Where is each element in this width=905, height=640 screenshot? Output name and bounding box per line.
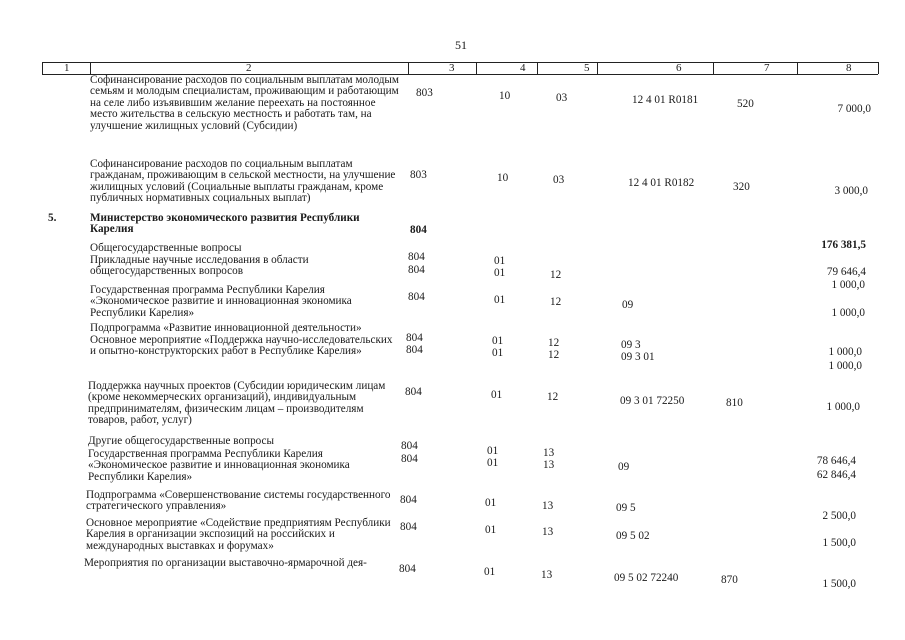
col-divider bbox=[597, 62, 598, 74]
col-divider bbox=[878, 62, 879, 74]
row-subsection: 12 bbox=[550, 269, 562, 281]
header-col-4: 4 bbox=[520, 62, 526, 74]
row-target-article: 09 3 bbox=[621, 339, 641, 351]
row-admin-code: 803 bbox=[410, 169, 427, 181]
row-description: Основное мероприятие «Поддержка научно-исследовательских и опытно-конструкторских работ в Республике Карелия» bbox=[90, 334, 393, 358]
row-target-article: 09 5 02 72240 bbox=[614, 572, 679, 584]
row-section: 01 bbox=[492, 347, 504, 359]
row-admin-code: 804 bbox=[400, 521, 417, 533]
row-section: 01 bbox=[484, 566, 496, 578]
row-description: Прикладные научные исследования в области общегосударственных вопросов bbox=[90, 254, 309, 278]
row-subsection: 12 bbox=[550, 296, 562, 308]
row-amount: 1 500,0 bbox=[822, 537, 856, 549]
row-section: 01 bbox=[494, 294, 506, 306]
col-divider bbox=[90, 62, 91, 74]
row-amount: 2 500,0 bbox=[822, 510, 856, 522]
row-amount: 79 646,4 bbox=[826, 266, 866, 278]
col-divider bbox=[797, 62, 798, 74]
header-col-5: 5 bbox=[584, 62, 590, 74]
row-expense-type: 810 bbox=[726, 397, 743, 409]
page-number: 51 bbox=[455, 38, 467, 52]
row-section: 01 bbox=[491, 389, 503, 401]
row-amount: 1 000,0 bbox=[828, 360, 862, 372]
row-section: 01 bbox=[487, 445, 499, 457]
row-admin-code: 804 bbox=[399, 563, 416, 575]
row-description: Поддержка научных проектов (Субсидии юридическим лицам (кроме некоммерческих организаций), индивидуальным предпринимателям, физическим лицам – производителям товаров, работ, услуг) bbox=[88, 380, 386, 427]
row-description: Министерство экономического развития Республики Карелия bbox=[90, 212, 360, 236]
row-description: Софинансирование расходов по социальным выплатам гражданам, проживающим в сельской местности, на улучшение жилищных условий (Социальные выплаты гражданам, кроме публичных нормативных социальных выплат) bbox=[90, 158, 396, 205]
row-target-article: 09 3 01 72250 bbox=[620, 395, 685, 407]
row-subsection: 13 bbox=[542, 500, 554, 512]
row-target-article: 09 bbox=[622, 299, 634, 311]
row-section: 01 bbox=[485, 524, 497, 536]
row-expense-type: 520 bbox=[737, 98, 754, 110]
row-target-article: 09 5 bbox=[616, 502, 636, 514]
row-admin-code: 804 bbox=[405, 386, 422, 398]
row-target-article: 09 5 02 bbox=[616, 530, 650, 542]
row-section: 01 bbox=[485, 497, 497, 509]
row-target-article: 09 bbox=[618, 461, 630, 473]
header-top-border bbox=[42, 62, 878, 63]
row-subsection: 13 bbox=[541, 569, 553, 581]
row-admin-code: 804 bbox=[401, 440, 418, 452]
row-number: 5. bbox=[48, 212, 57, 224]
row-amount: 1 000,0 bbox=[831, 307, 865, 319]
row-section: 10 bbox=[499, 90, 511, 102]
row-amount: 7 000,0 bbox=[837, 103, 871, 115]
row-subsection: 12 bbox=[548, 337, 560, 349]
row-admin-code: 804 bbox=[400, 494, 417, 506]
row-subsection: 13 bbox=[543, 459, 555, 471]
row-subsection: 03 bbox=[556, 92, 568, 104]
row-amount: 176 381,5 bbox=[821, 239, 866, 251]
row-description: Другие общегосударственные вопросы bbox=[88, 435, 275, 447]
row-description: Общегосударственные вопросы bbox=[90, 242, 242, 254]
row-amount: 78 646,4 bbox=[816, 455, 856, 467]
row-section: 10 bbox=[497, 172, 509, 184]
row-admin-code: 804 bbox=[408, 251, 425, 263]
row-description: Софинансирование расходов по социальным выплатам молодым семьям и молодым специалистам, проживающим и работающим на селе либо изъявившим желание переехать на постоянное место жительства в сельскую местность и работать там, на улучшение жилищных условий (Субсидии) bbox=[90, 74, 400, 132]
row-subsection: 13 bbox=[542, 526, 554, 538]
row-expense-type: 320 bbox=[733, 181, 750, 193]
row-subsection: 13 bbox=[543, 447, 555, 459]
header-col-6: 6 bbox=[676, 62, 682, 74]
row-section: 01 bbox=[492, 335, 504, 347]
row-subsection: 12 bbox=[547, 391, 559, 403]
header-col-2: 2 bbox=[246, 62, 252, 74]
row-description: Подпрограмма «Развитие инновационной деятельности» bbox=[90, 322, 362, 334]
row-description: Государственная программа Республики Карелия «Экономическое развитие и инновационная экономика Республики Карелия» bbox=[88, 448, 350, 483]
row-section: 01 bbox=[494, 255, 506, 267]
header-col-1: 1 bbox=[64, 62, 70, 74]
row-amount: 3 000,0 bbox=[834, 185, 868, 197]
row-admin-code: 803 bbox=[416, 87, 433, 99]
row-subsection: 12 bbox=[548, 349, 560, 361]
row-target-article: 12 4 01 R0181 bbox=[632, 94, 699, 106]
header-col-7: 7 bbox=[764, 62, 770, 74]
row-amount: 1 000,0 bbox=[828, 346, 862, 358]
row-description: Основное мероприятие «Содействие предприятиям Республики Карелия в организации экспозиций на российских и международных выставках и форумах» bbox=[86, 517, 391, 552]
col-divider bbox=[476, 62, 477, 74]
row-amount: 1 000,0 bbox=[826, 401, 860, 413]
row-description: Подпрограмма «Совершенствование системы государственного стратегического управления» bbox=[86, 489, 391, 513]
header-col-3: 3 bbox=[449, 62, 455, 74]
row-target-article: 12 4 01 R0182 bbox=[628, 177, 695, 189]
col-divider bbox=[713, 62, 714, 74]
row-description: Государственная программа Республики Карелия «Экономическое развитие и инновационная экономика Республики Карелия» bbox=[90, 284, 352, 319]
row-amount: 1 000,0 bbox=[831, 279, 865, 291]
row-section: 01 bbox=[494, 267, 506, 279]
row-admin-code: 804 bbox=[408, 291, 425, 303]
row-admin-code: 804 bbox=[408, 264, 425, 276]
row-admin-code: 804 bbox=[406, 344, 423, 356]
row-admin-code: 804 bbox=[410, 224, 427, 236]
row-section: 01 bbox=[487, 457, 499, 469]
col-divider bbox=[42, 62, 43, 74]
row-admin-code: 804 bbox=[406, 332, 423, 344]
row-amount: 62 846,4 bbox=[816, 469, 856, 481]
row-subsection: 03 bbox=[553, 174, 565, 186]
col-divider bbox=[408, 62, 409, 74]
row-expense-type: 870 bbox=[721, 574, 738, 586]
row-admin-code: 804 bbox=[401, 453, 418, 465]
header-col-8: 8 bbox=[846, 62, 852, 74]
row-amount: 1 500,0 bbox=[822, 578, 856, 590]
row-target-article: 09 3 01 bbox=[621, 351, 655, 363]
col-divider bbox=[537, 62, 538, 74]
row-description: Мероприятия по организации выставочно-ярмарочной дея- bbox=[84, 557, 367, 569]
